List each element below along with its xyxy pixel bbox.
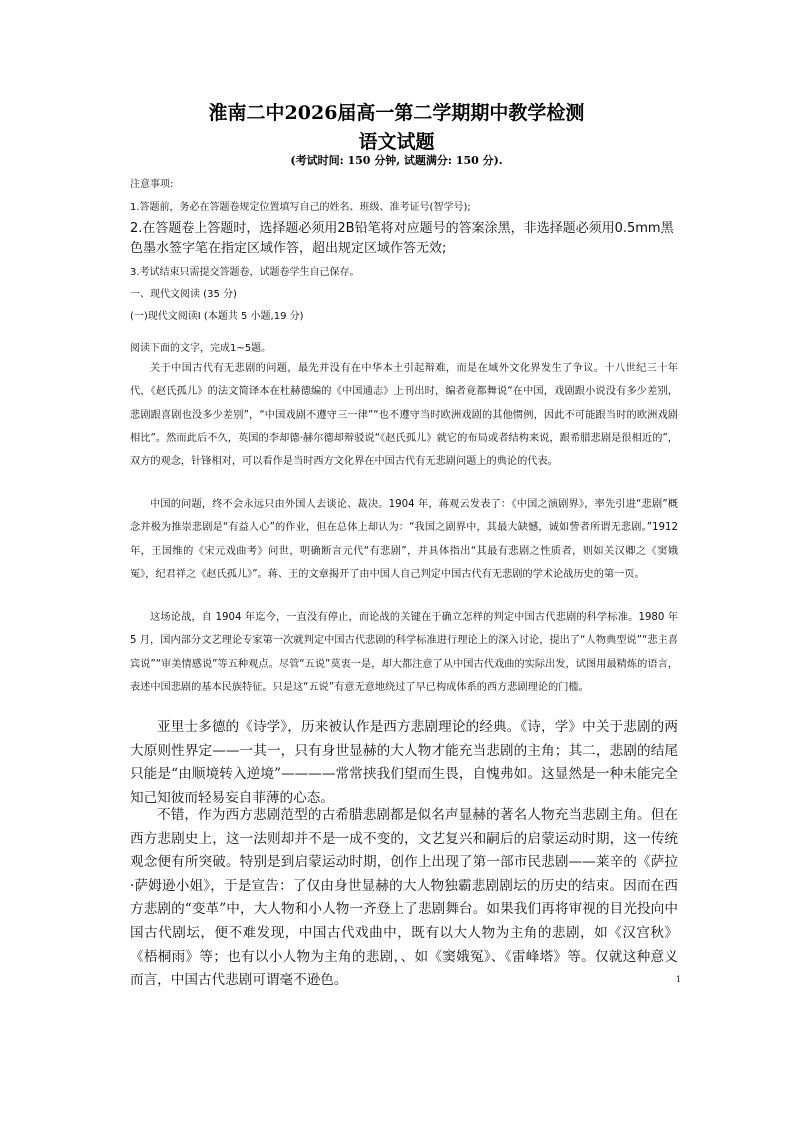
notice-item-3: 3.考试结束只需提交答题卷，试题卷学生自己保存。 <box>130 267 360 278</box>
notice-heading: 注意事项: <box>130 179 174 190</box>
section-heading: 一、现代文阅读 (35 分) <box>130 289 237 300</box>
exam-title: 淮南二中2026届高一第二学期期中教学检测 <box>208 102 585 124</box>
exam-info: (考试时间: 150 分钟, 试题满分: 150 分). <box>290 154 503 167</box>
passage-paragraph: 亚里士多德的《诗学》，历来被认作是西方悲剧理论的经典。《诗，学》中关于悲剧的两大原则性界定——一其一，只有身世显赫的大人物才能充当悲剧的主角；其二，悲剧的结尾只能是“由顺境转入逆境”————常常挟我们望而生畏，自愧弗如。这显然是一种未能完全知己知彼而轻易妄自菲薄的心态。 <box>130 719 678 806</box>
passage-paragraph: 关于中国古代有无悲剧的问题，最先并没有在中华本土引起辩难，而是在域外文化界发生了争议。十八世纪三十年代，《赵氏孤儿》的法文简译本在杜赫德编的《中国通志》上刊出时，编者竟都舞说“在中国，戏剧跟小说没有多少差别，悲剧跟喜剧也没多少差别”，“中国戏剧不遵守三一律”“也不遵守当时欧洲戏剧的其他惯例，因此不可能跟当时的欧洲戏剧相比”。然而此后不久，英国的李却德·赫尔德却辩驳说“《赵氏孤儿》就它的布局或者结构来说，跟希腊悲剧是很相近的”，双方的观念，针锋相对，可以看作是当时西方文化界在中国古代有无悲剧问题上的典论的代表。 <box>130 363 678 468</box>
exam-subject: 语文试题 <box>358 131 435 153</box>
passage-paragraph: 不错，作为西方悲剧范型的古希腊悲剧都是似名声显赫的著名人物充当悲剧主角。但在西方悲剧史上，这一法则却并不是一成不变的，文艺复兴和嗣后的启蒙运动时期，这一传统观念便有所突破。特别是到启蒙运动时期，创作上出现了第一部市民悲剧——莱辛的《萨拉·萨姆逊小姐》，于是宣告：了仅由身世显赫的大人物独霸悲剧剧坛的历史的结束。因而在西方悲剧的“变革”中，大人物和小人物一齐登上了悲剧舞台。如果我们再将审视的目光投向中国古代剧坛，便不难发现，中国古代戏曲中，既有以大人物为主角的悲剧，如《汉宫秋》《梧桐雨》等；也有以小人物为主角的悲剧，、如《窦娥冤》、《雷峰塔》等。仅就这种意义而言，中国古代悲剧可谓毫不逊色。 <box>130 807 678 989</box>
passage-paragraph: 这场论战，自 1904 年迄今，一直没有停止，而论战的关键在于确立怎样的判定中国古代悲剧的科学标准。1980 年 5 月，国内部分文艺理论专家第一次就判定中国古代悲剧的科学标准进行理论上的深入讨论，提出了“人物典型说”“悲主喜宾说”“审美情感说”等五种观点。尽管“五说”莫衷一是，却大都注意了从中国古代戏曲的实际出发，试图用最精炼的语言，表述中国悲剧的基本民族特征。只是这“五说”有意无意地绕过了早已构成体系的西方悲剧理论的门槛。 <box>130 612 678 693</box>
page-number: 1 <box>676 975 682 984</box>
subsection-heading: (一)现代文阅读Ⅰ (本题共 5 小题,19 分) <box>130 311 304 322</box>
notice-item-1: 1.答题前，务必在答题卷规定位置填写自己的姓名、班级、准考证号(智学号); <box>130 202 471 213</box>
passage-paragraph: 中国的问题，终不会永远只由外国人去谈论、裁决。1904 年，蒋观云发表了：《中国之演剧界》，率先引进“悲剧”概念并极为推崇悲剧是“有益人心”的作业，但在总体上却认为：“我国之剧界中，其最大缺憾，诚如訾者所谓无悲剧。”1912 年，王国维的《宋元戏曲考》问世，明确断言元代“有悲剧”，并具体指出“其最有悲剧之性质者，则如关汉卿之《窦娥冤》，纪君祥之《赵氏孤儿》”。蒋、王的文章揭开了由中国人自己判定中国古代有无悲剧的学术论战历史的第一页。 <box>130 499 678 580</box>
notice-item-2: 2.在答题卷上答题时，选择题必须用2B铅笔将对应题号的答案涂黑，非选择题必须用0.5mm黑色墨水签字笔在指定区域作答，超出规定区域作答无效; <box>130 221 674 256</box>
reading-instruction: 阅读下面的文字，完成1~5题。 <box>130 343 272 354</box>
